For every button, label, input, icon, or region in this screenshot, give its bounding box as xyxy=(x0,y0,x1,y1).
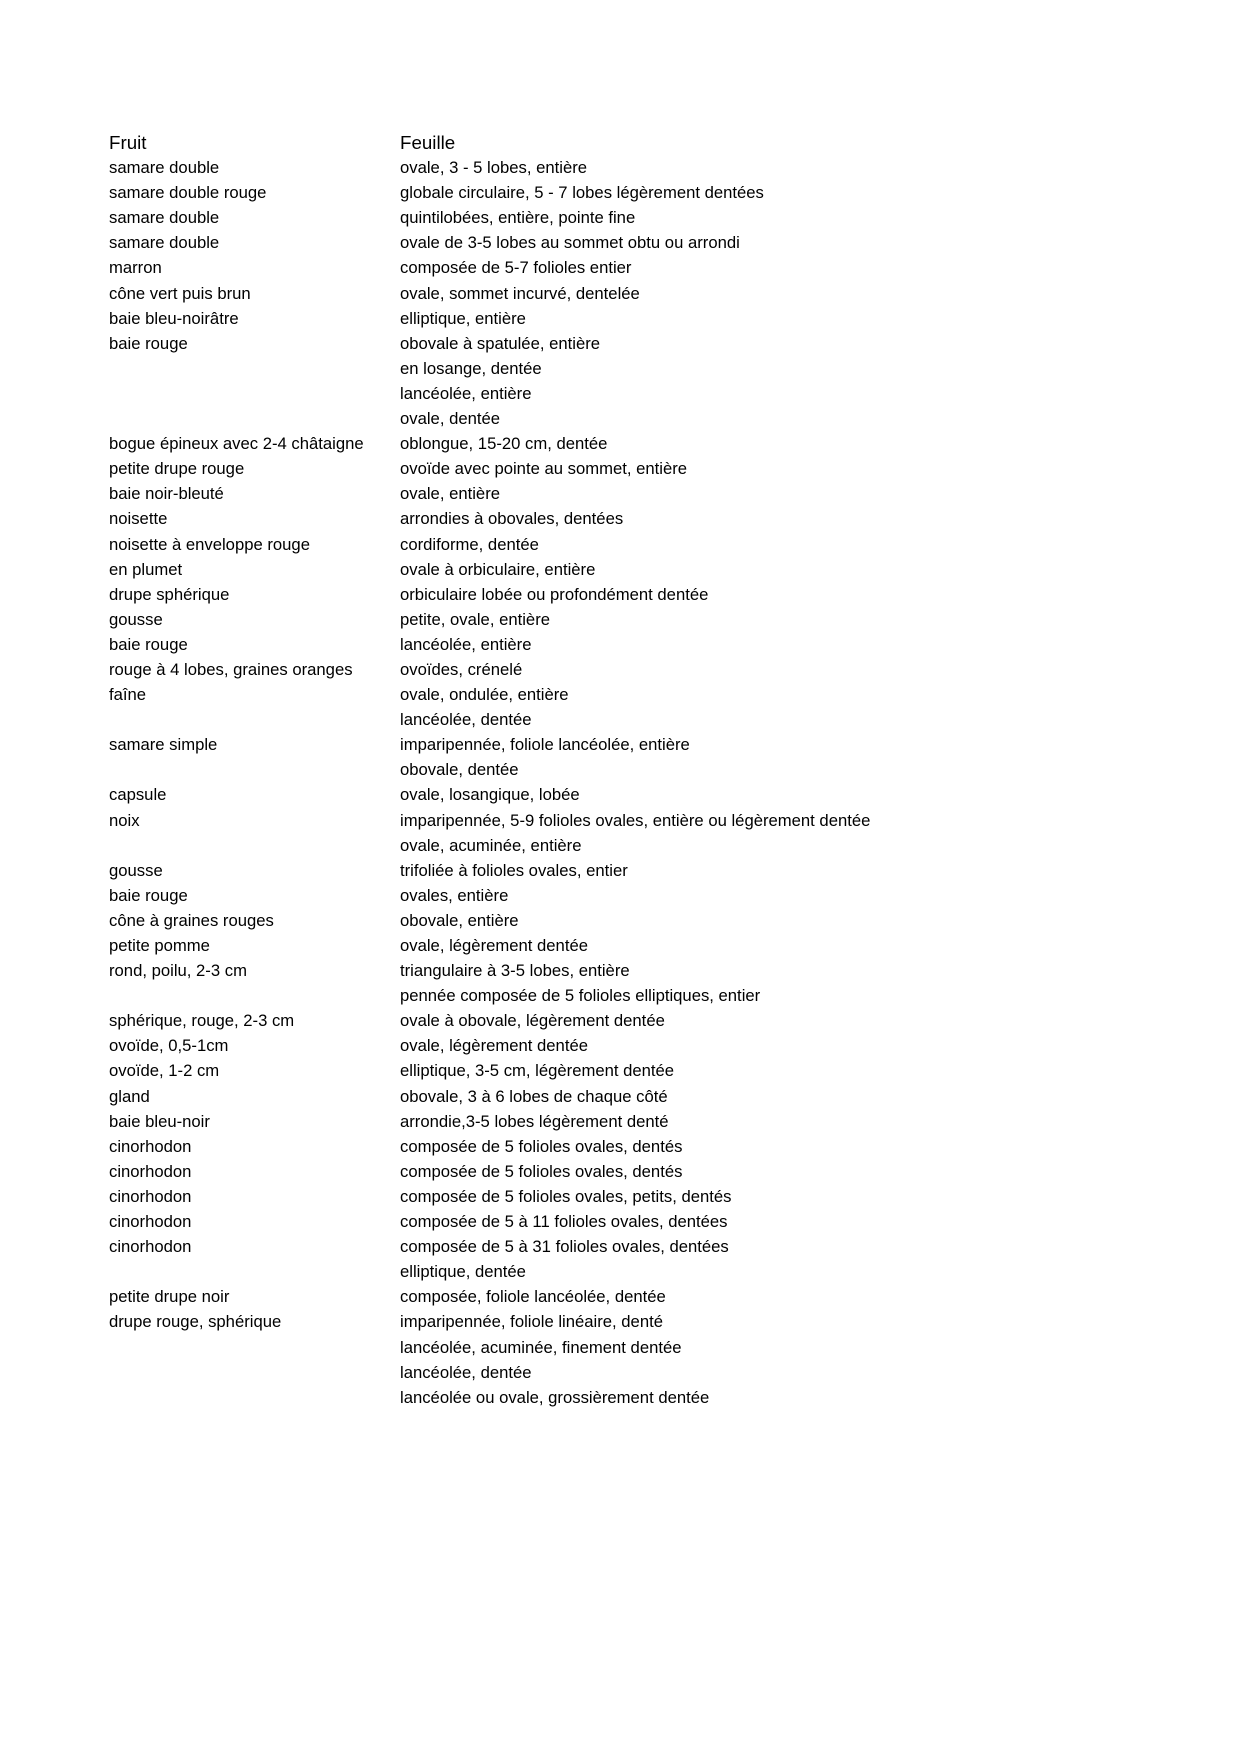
fruit-cell: gousse xyxy=(109,609,163,629)
table-row xyxy=(109,281,1109,306)
fruit-cell: cinorhodon xyxy=(109,1212,192,1232)
leaf-cell: ovale, ondulée, entière xyxy=(400,685,569,705)
table-row xyxy=(109,356,1109,381)
leaf-cell: arrondie,3-5 lobes légèrement denté xyxy=(400,1111,669,1131)
table-row xyxy=(109,1033,1109,1058)
table-row xyxy=(109,958,1109,983)
leaf-cell: elliptique, dentée xyxy=(400,1262,526,1282)
leaf-cell: imparipennée, 5-9 folioles ovales, entière ou légèrement dentée xyxy=(400,810,871,830)
table-row xyxy=(109,858,1109,883)
table-row xyxy=(109,933,1109,958)
table-row xyxy=(109,180,1109,205)
leaf-cell: ovoïde avec pointe au sommet, entière xyxy=(400,459,688,479)
fruit-cell: marron xyxy=(109,258,162,278)
fruit-cell xyxy=(109,406,400,431)
leaf-cell: ovale à orbiculaire, entière xyxy=(400,559,596,579)
leaf-cell: composée de 5-7 folioles entier xyxy=(400,258,632,278)
leaf-cell: ovale, entière xyxy=(400,484,501,504)
table-row xyxy=(109,1234,1109,1259)
leaf-cell: composée de 5 folioles ovales, petits, dentés xyxy=(400,1186,732,1206)
table-row xyxy=(109,1084,1109,1109)
table-row xyxy=(109,983,1109,1008)
fruit-cell xyxy=(109,983,400,1008)
fruit-cell: samare double xyxy=(109,233,220,253)
leaf-cell: imparipennée, foliole linéaire, denté xyxy=(400,1312,663,1332)
leaf-cell: ovoïdes, crénelé xyxy=(400,659,523,679)
leaf-cell: obovale à spatulée, entière xyxy=(400,333,601,353)
fruit-cell: cinorhodon xyxy=(109,1237,192,1257)
leaf-cell: obovale, dentée xyxy=(400,760,519,780)
fruit-cell: cinorhodon xyxy=(109,1136,192,1156)
fruit-leaf-table xyxy=(109,130,1109,1410)
table-row xyxy=(109,1008,1109,1033)
fruit-cell: sphérique, rouge, 2-3 cm xyxy=(109,1011,295,1031)
table-row xyxy=(109,782,1109,807)
leaf-cell: composée, foliole lancéolée, dentée xyxy=(400,1287,666,1307)
leaf-cell: arrondies à obovales, dentées xyxy=(400,509,624,529)
fruit-cell: samare double xyxy=(109,158,220,178)
leaf-cell: petite, ovale, entière xyxy=(400,609,551,629)
fruit-cell: faîne xyxy=(109,685,147,705)
table-row xyxy=(109,682,1109,707)
table-row xyxy=(109,306,1109,331)
table-row xyxy=(109,155,1109,180)
leaf-cell: lancéolée, dentée xyxy=(400,1362,532,1382)
leaf-cell: ovale à obovale, légèrement dentée xyxy=(400,1011,665,1031)
table-row xyxy=(109,657,1109,682)
fruit-cell: ovoïde, 0,5-1cm xyxy=(109,1036,229,1056)
leaf-cell: composée de 5 à 31 folioles ovales, dentées xyxy=(400,1237,729,1257)
fruit-cell: petite drupe rouge xyxy=(109,459,245,479)
leaf-cell: lancéolée, entière xyxy=(400,383,532,403)
table-row xyxy=(109,1134,1109,1159)
fruit-cell: noisette xyxy=(109,509,168,529)
table-row xyxy=(109,431,1109,456)
leaf-cell: composée de 5 folioles ovales, dentés xyxy=(400,1136,683,1156)
leaf-cell: quintilobées, entière, pointe fine xyxy=(400,208,636,228)
leaf-cell: trifoliée à folioles ovales, entier xyxy=(400,860,628,880)
fruit-cell: baie rouge xyxy=(109,885,188,905)
table-row xyxy=(109,1360,1109,1385)
fruit-cell: noix xyxy=(109,810,140,830)
table-row xyxy=(109,481,1109,506)
table-row xyxy=(109,908,1109,933)
leaf-cell: elliptique, entière xyxy=(400,308,526,328)
table-row xyxy=(109,506,1109,531)
fruit-cell xyxy=(109,1335,400,1360)
table-row xyxy=(109,1335,1109,1360)
leaf-cell: triangulaire à 3-5 lobes, entière xyxy=(400,961,630,981)
table-row xyxy=(109,632,1109,657)
table-header-row xyxy=(109,130,1109,155)
leaf-cell: globale circulaire, 5 - 7 lobes légèrement dentées xyxy=(400,183,764,203)
table-row xyxy=(109,1058,1109,1083)
leaf-cell: ovale, légèrement dentée xyxy=(400,1036,588,1056)
leaf-cell: ovale, losangique, lobée xyxy=(400,785,580,805)
leaf-cell: ovale, légèrement dentée xyxy=(400,936,588,955)
leaf-cell: ovale de 3-5 lobes au sommet obtu ou arrondi xyxy=(400,233,740,253)
table-row xyxy=(109,406,1109,431)
leaf-cell: ovale, 3 - 5 lobes, entière xyxy=(400,158,588,178)
leaf-cell: orbiculaire lobée ou profondément dentée xyxy=(400,584,709,604)
fruit-cell: gland xyxy=(109,1086,150,1106)
leaf-cell: ovale, sommet incurvé, dentelée xyxy=(400,283,640,303)
fruit-cell: cône vert puis brun xyxy=(109,283,251,303)
leaf-cell: imparipennée, foliole lancéolée, entière xyxy=(400,735,690,755)
table-row xyxy=(109,381,1109,406)
leaf-cell: cordiforme, dentée xyxy=(400,534,539,554)
table-row xyxy=(109,532,1109,557)
fruit-cell xyxy=(109,1259,400,1284)
table-row xyxy=(109,456,1109,481)
fruit-cell: samare double xyxy=(109,208,220,228)
column-header-feuille: Feuille xyxy=(400,132,456,153)
table-row xyxy=(109,1284,1109,1309)
fruit-cell: baie noir-bleuté xyxy=(109,484,224,504)
leaf-cell: lancéolée, entière xyxy=(400,634,532,654)
fruit-cell: samare double rouge xyxy=(109,183,267,203)
table-row xyxy=(109,607,1109,632)
fruit-cell: petite drupe noir xyxy=(109,1287,230,1307)
leaf-cell: en losange, dentée xyxy=(400,358,542,378)
fruit-cell: baie bleu-noir xyxy=(109,1111,210,1131)
fruit-cell xyxy=(109,356,400,381)
table-row xyxy=(109,707,1109,732)
table-row xyxy=(109,1385,1109,1410)
leaf-cell: oblongue, 15-20 cm, dentée xyxy=(400,434,608,454)
fruit-cell: rouge à 4 lobes, graines oranges xyxy=(109,659,353,679)
fruit-cell: drupe sphérique xyxy=(109,584,230,604)
column-header-fruit: Fruit xyxy=(109,132,147,153)
fruit-cell xyxy=(109,381,400,406)
table-row xyxy=(109,757,1109,782)
leaf-cell: ovale, dentée xyxy=(400,409,501,429)
table-row xyxy=(109,1209,1109,1234)
table-row xyxy=(109,808,1109,833)
table-row xyxy=(109,1309,1109,1334)
fruit-cell: rond, poilu, 2-3 cm xyxy=(109,961,247,981)
fruit-cell xyxy=(109,1360,400,1385)
table-row xyxy=(109,1159,1109,1184)
fruit-cell: baie rouge xyxy=(109,634,188,654)
fruit-cell xyxy=(109,1385,400,1410)
fruit-cell: cinorhodon xyxy=(109,1186,192,1206)
leaf-cell: elliptique, 3-5 cm, légèrement dentée xyxy=(400,1061,675,1081)
table-row xyxy=(109,582,1109,607)
leaf-cell: pennée composée de 5 folioles elliptiques, entier xyxy=(400,986,761,1006)
leaf-cell: composée de 5 à 11 folioles ovales, dentées xyxy=(400,1212,728,1232)
leaf-cell: obovale, 3 à 6 lobes de chaque côté xyxy=(400,1086,668,1106)
table-row xyxy=(109,833,1109,858)
table-row xyxy=(109,331,1109,356)
table-row xyxy=(109,732,1109,757)
fruit-cell xyxy=(109,757,400,782)
table-row xyxy=(109,1109,1109,1134)
leaf-cell: lancéolée, dentée xyxy=(400,710,532,730)
table-row xyxy=(109,230,1109,255)
fruit-cell: samare simple xyxy=(109,735,218,755)
table-row xyxy=(109,205,1109,230)
fruit-cell xyxy=(109,707,400,732)
table-row xyxy=(109,1259,1109,1284)
leaf-cell: obovale, entière xyxy=(400,910,519,930)
leaf-cell: ovale, acuminée, entière xyxy=(400,835,582,855)
table-row xyxy=(109,557,1109,582)
leaf-cell: ovales, entière xyxy=(400,885,509,905)
fruit-cell: noisette à enveloppe rouge xyxy=(109,534,310,554)
fruit-cell: petite pomme xyxy=(109,936,210,955)
fruit-cell: baie rouge xyxy=(109,333,188,353)
fruit-cell: cinorhodon xyxy=(109,1161,192,1181)
fruit-cell: cône à graines rouges xyxy=(109,910,274,930)
fruit-cell: capsule xyxy=(109,785,167,805)
table-row xyxy=(109,255,1109,280)
leaf-cell: composée de 5 folioles ovales, dentés xyxy=(400,1161,683,1181)
fruit-cell: gousse xyxy=(109,860,163,880)
fruit-cell: drupe rouge, sphérique xyxy=(109,1312,282,1332)
fruit-cell xyxy=(109,833,400,858)
fruit-cell: en plumet xyxy=(109,559,183,579)
leaf-cell: lancéolée ou ovale, grossièrement dentée xyxy=(400,1387,710,1407)
fruit-cell: baie bleu-noirâtre xyxy=(109,308,239,328)
fruit-cell: ovoïde, 1-2 cm xyxy=(109,1061,220,1081)
table-row xyxy=(109,1184,1109,1209)
fruit-cell: bogue épineux avec 2-4 châtaigne xyxy=(109,434,364,454)
table-row xyxy=(109,883,1109,908)
leaf-cell: lancéolée, acuminée, finement dentée xyxy=(400,1337,682,1357)
